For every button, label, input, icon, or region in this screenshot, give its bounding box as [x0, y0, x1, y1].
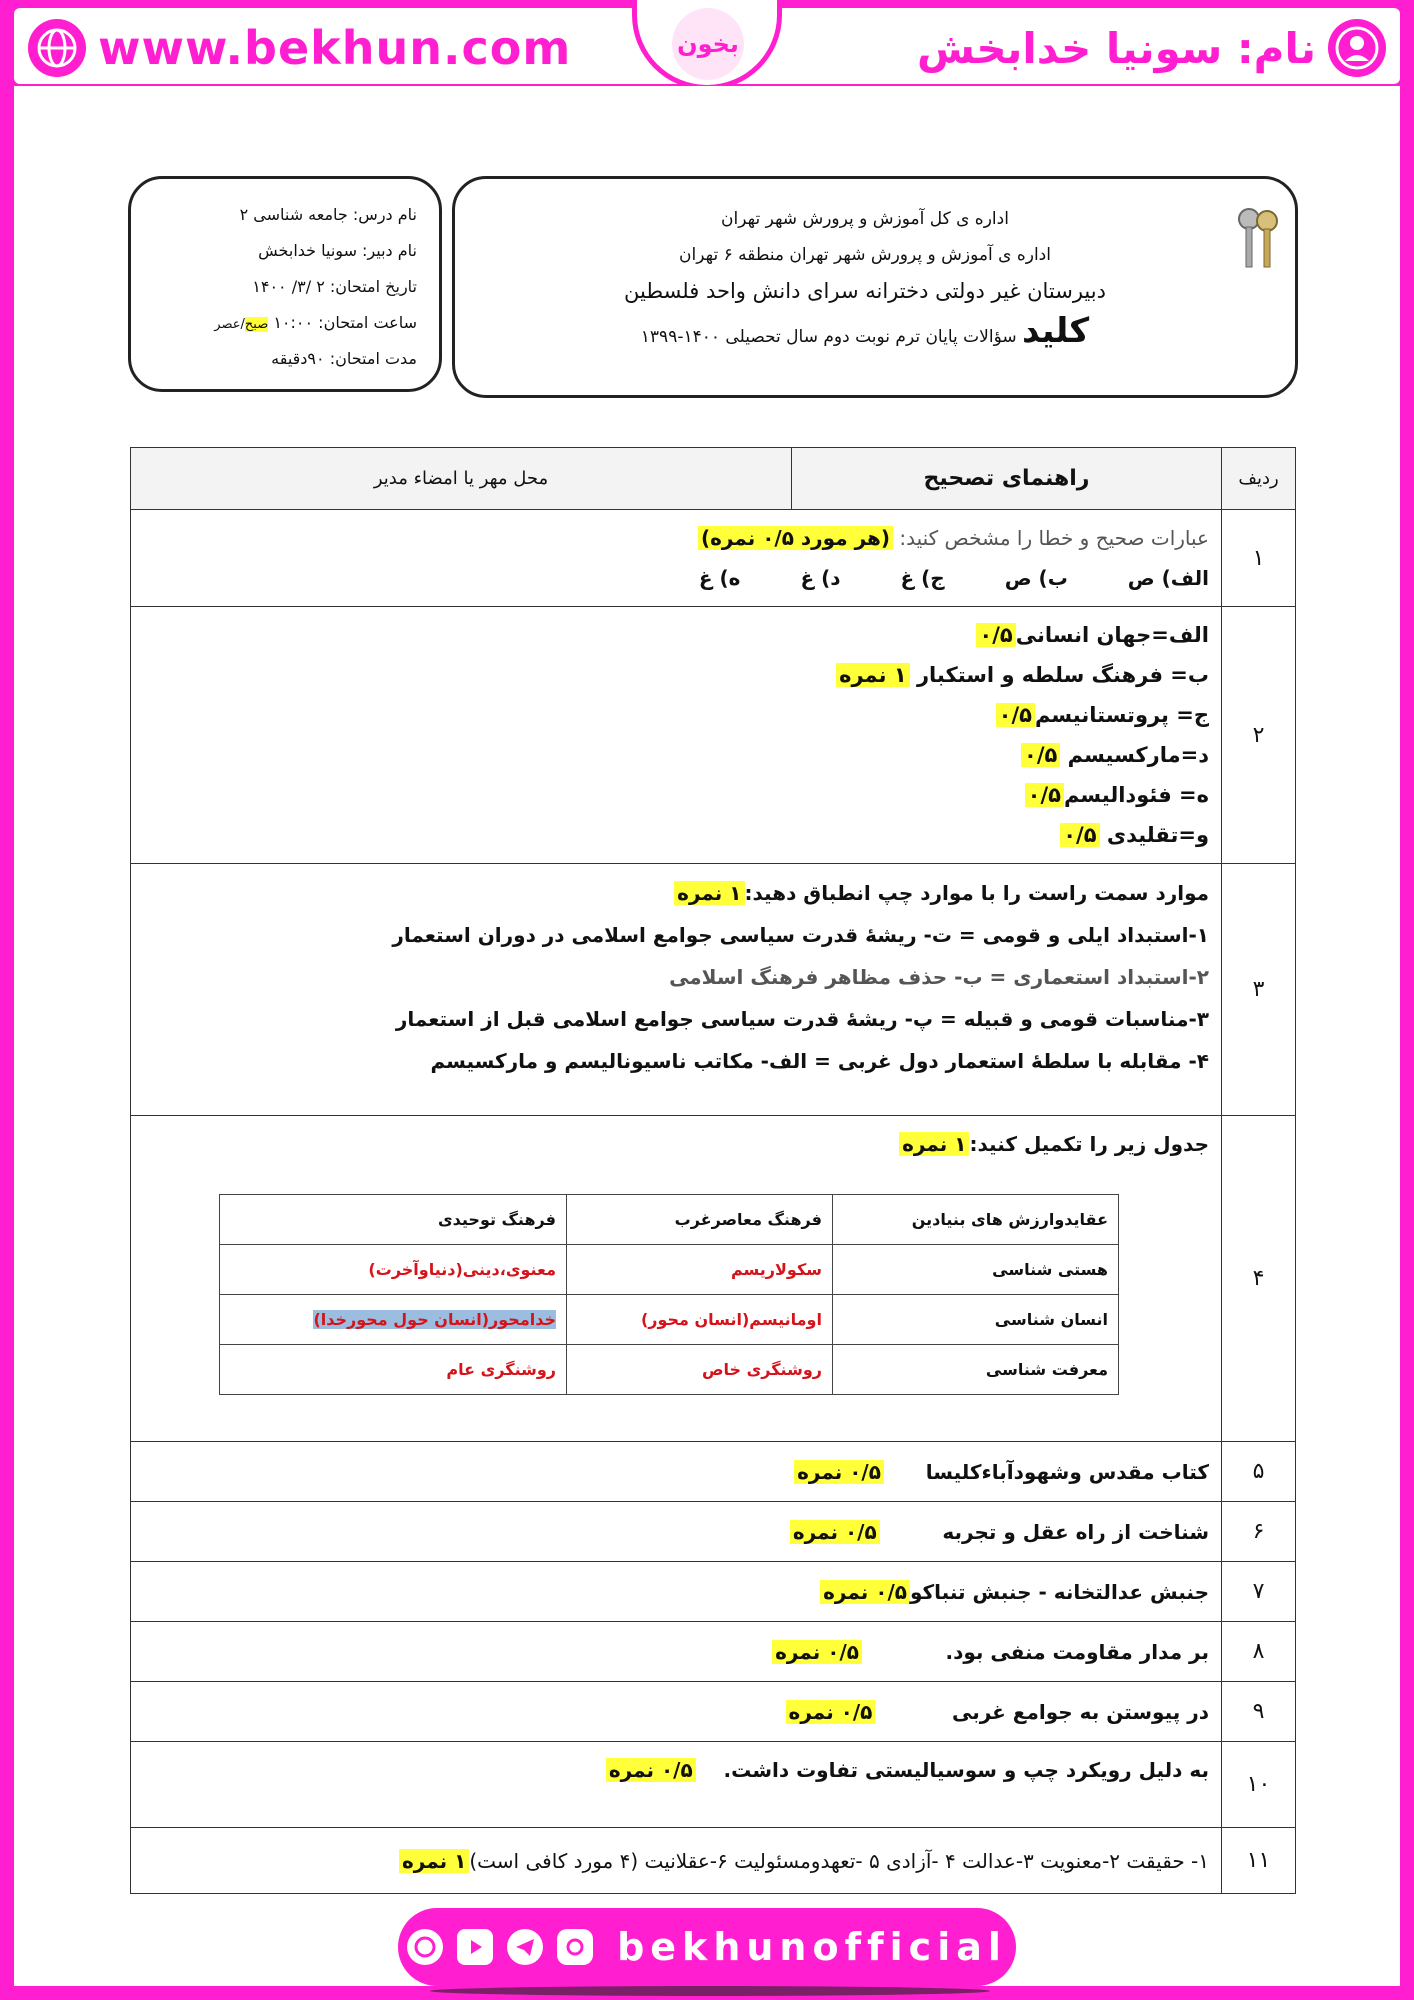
row-number: ۱۰ — [1222, 1742, 1296, 1828]
culture-cell — [220, 1295, 567, 1345]
col-row-header: ردیف — [1222, 448, 1296, 510]
culture-cell: معنوی،دینی(دنیاوآخرت) — [220, 1245, 567, 1295]
time-morning: صبح — [244, 317, 269, 332]
score-tag: ۰/۵ نمره — [820, 1580, 910, 1604]
website-url[interactable]: www.bekhun.com — [98, 21, 572, 75]
answer-text: شناخت از راه عقل و تجربه — [942, 1519, 1209, 1544]
q3-line: ۳-مناسبات قومی و قبیله = پ- ریشهٔ قدرت سیاسی جوامع اسلامی قبل از استعمار — [395, 1007, 1209, 1031]
q2-line: ه= فئودالیسم — [1063, 783, 1209, 807]
culture-header-cell: فرهنگ معاصرغرب — [566, 1195, 832, 1245]
answer-cell — [131, 607, 1222, 864]
culture-table-row — [220, 1245, 1119, 1295]
score-tag: ۱ نمره — [674, 881, 744, 905]
col-guide-header: راهنمای تصحیح — [792, 448, 1222, 510]
q1-answer: ب) ص — [1004, 566, 1068, 590]
social-footer[interactable] — [398, 1908, 1016, 1986]
q3-line: ۱-استبداد ایلی و قومی = ت- ریشهٔ قدرت سیاسی جوامع اسلامی در دوران استعمار — [392, 923, 1209, 947]
culture-table-row — [220, 1295, 1119, 1345]
score-tag: (هر مورد ۰/۵ نمره) — [698, 526, 893, 550]
score-tag: ۰/۵ — [1021, 743, 1060, 767]
student-name-block — [917, 18, 1386, 78]
answer-cell — [131, 1116, 1222, 1442]
header-line-1: اداره ی کل آموزش و پرورش شهر تهران — [721, 209, 1009, 229]
q1-answer: ه) غ — [698, 566, 741, 590]
row-number: ۶ — [1222, 1502, 1296, 1562]
answer-text: جنبش عدالتخانه - جنبش تنباکو — [909, 1579, 1209, 1604]
answer-cell — [131, 864, 1222, 1116]
table-row — [131, 1562, 1296, 1622]
exam-title-text: سؤالات پایان ترم نوبت دوم سال تحصیلی ۱۴۰۰-۱۳۹۹ — [640, 327, 1017, 347]
table-row — [131, 1828, 1296, 1894]
score-tag: ۰/۵ — [1060, 823, 1099, 847]
globe-icon — [28, 19, 86, 77]
q3-line: ۴- مقابله با سلطهٔ استعمار دول غربی = الف- مکاتب ناسیونالیسم و مارکسیسم — [430, 1049, 1209, 1073]
score-tag: ۰/۵ نمره — [790, 1520, 880, 1544]
school-name: دبیرستان غیر دولتی دخترانه سرای دانش واحد فلسطین — [624, 279, 1106, 303]
social-handle[interactable]: bekhunofficial — [617, 1925, 1007, 1969]
row-number: ۷ — [1222, 1562, 1296, 1622]
culture-row-label: معرفت شناسی — [832, 1345, 1118, 1395]
telegram-icon[interactable] — [507, 1929, 543, 1965]
course-name: نام درس: جامعه شناسی ۲ — [239, 205, 417, 224]
teacher-name: نام دبیر: سونیا خدابخش — [258, 241, 417, 260]
q1-text: عبارات صحیح و خطا را مشخص کنید: — [899, 526, 1209, 550]
table-header-row — [131, 448, 1296, 510]
keys-icon — [1235, 205, 1281, 275]
row-number: ۱ — [1222, 510, 1296, 607]
row-number: ۳ — [1222, 864, 1296, 1116]
time-separator: / — [240, 317, 245, 332]
row-number: ۸ — [1222, 1622, 1296, 1682]
answer-cell — [131, 1502, 1222, 1562]
score-tag: ۰/۵ نمره — [772, 1640, 862, 1664]
answer-text: بر مدار مقاومت منفی بود. — [945, 1639, 1209, 1664]
row-number: ۵ — [1222, 1442, 1296, 1502]
answer-key-table — [130, 447, 1296, 1894]
score-tag: ۱ نمره — [899, 1132, 969, 1156]
culture-cell: سکولاریسم — [566, 1245, 832, 1295]
row-number: ۲ — [1222, 607, 1296, 864]
q1-answer: د) غ — [800, 566, 841, 590]
table-row — [131, 1442, 1296, 1502]
score-tag: ۰/۵ — [976, 623, 1015, 647]
culture-header-cell: عقایدوارزش های بنیادین — [832, 1195, 1118, 1245]
table-row — [131, 1116, 1296, 1442]
culture-cell: روشنگری خاص — [566, 1345, 832, 1395]
table-row — [131, 510, 1296, 607]
culture-row-label: انسان شناسی — [832, 1295, 1118, 1345]
selected-text: خدامحور(انسان حول محورخدا) — [313, 1309, 556, 1329]
bale-icon[interactable] — [407, 1929, 443, 1965]
row-number: ۴ — [1222, 1116, 1296, 1442]
logo-mark: بخون — [672, 8, 744, 80]
culture-cell: روشنگری عام — [220, 1345, 567, 1395]
exam-time-label: ساعت امتحان: ۱۰:۰۰ — [273, 313, 417, 332]
answer-text: در پیوستن به جوامع غربی — [951, 1699, 1209, 1724]
website-block[interactable] — [28, 18, 571, 78]
table-row — [131, 607, 1296, 864]
score-tag: ۱ نمره — [836, 663, 910, 687]
student-name: نام: سونیا خدابخش — [916, 23, 1316, 73]
score-tag: ۰/۵ — [996, 703, 1035, 727]
culture-row-label: هستی شناسی — [832, 1245, 1118, 1295]
culture-cell: اومانیسم(انسان محور) — [566, 1295, 832, 1345]
exam-info-box — [128, 176, 442, 392]
exam-title — [515, 309, 1215, 353]
key-word: کلید — [1022, 311, 1090, 351]
user-icon — [1328, 19, 1386, 77]
table-row — [131, 1742, 1296, 1828]
score-tag: ۰/۵ نمره — [794, 1460, 884, 1484]
score-tag: ۱ نمره — [399, 1849, 469, 1873]
culture-table-row — [220, 1345, 1119, 1395]
exam-date: تاریخ امتحان: ۲ /۳/ ۱۴۰۰ — [252, 277, 417, 296]
answer-cell — [131, 1742, 1222, 1828]
exam-duration: مدت امتحان: ۹۰دقیقه — [271, 349, 417, 368]
answer-text: ۱- حقیقت ۲-معنویت ۳-عدالت ۴ -آزادی ۵ -تعهدومسئولیت ۶-عقلانیت (۴ مورد کافی است) — [469, 1848, 1209, 1873]
answer-cell — [131, 1828, 1222, 1894]
q1-answer: الف) ص — [1127, 566, 1209, 590]
header-line-2: اداره ی آموزش و پرورش شهر تهران منطقه ۶ تهران — [679, 245, 1051, 265]
q4-title: جدول زیر را تکمیل کنید: — [969, 1132, 1209, 1156]
table-row — [131, 1622, 1296, 1682]
score-tag: ۰/۵ نمره — [786, 1700, 876, 1724]
culture-header-cell: فرهنگ توحیدی — [220, 1195, 567, 1245]
score-tag: ۰/۵ — [1025, 783, 1064, 807]
score-tag: ۰/۵ نمره — [606, 1758, 696, 1782]
row-number: ۱۱ — [1222, 1828, 1296, 1894]
answer-cell — [131, 510, 1222, 607]
q3-title: موارد سمت راست را با موارد چپ انطباق دهید: — [744, 881, 1209, 905]
answer-cell — [131, 1682, 1222, 1742]
exam-header-box — [452, 176, 1298, 398]
row-number: ۹ — [1222, 1682, 1296, 1742]
answer-cell — [131, 1622, 1222, 1682]
youtube-icon[interactable] — [457, 1929, 493, 1965]
table-row — [131, 864, 1296, 1116]
q2-line: الف=جهان انسانی — [1015, 623, 1209, 647]
q2-line: د=مارکسیسم — [1067, 743, 1209, 767]
time-evening: عصر — [214, 317, 241, 332]
answer-cell — [131, 1442, 1222, 1502]
q1-answer: ج) غ — [900, 566, 945, 590]
answer-text: کتاب مقدس وشهودآباءکلیسا — [925, 1459, 1209, 1484]
q3-line: ۲-استبداد استعماری = ب- حذف مظاهر فرهنگ اسلامی — [669, 965, 1209, 989]
q2-line: ج= پروتستانیسم — [1034, 703, 1209, 727]
exam-time — [131, 305, 439, 341]
answer-text: به دلیل رویکرد چپ و سوسیالیستی تفاوت داشت. — [723, 1758, 1209, 1782]
table-row — [131, 1502, 1296, 1562]
footer-shadow — [430, 1986, 990, 1996]
answer-cell — [131, 1562, 1222, 1622]
q2-line: و=تقلیدی — [1106, 823, 1209, 847]
col-sign-header: محل مهر یا امضاء مدیر — [131, 448, 792, 510]
table-row — [131, 1682, 1296, 1742]
culture-table — [219, 1194, 1119, 1395]
instagram-icon[interactable] — [557, 1929, 593, 1965]
q2-line: ب= فرهنگ سلطه و استکبار — [916, 663, 1209, 687]
culture-table-header — [220, 1195, 1119, 1245]
